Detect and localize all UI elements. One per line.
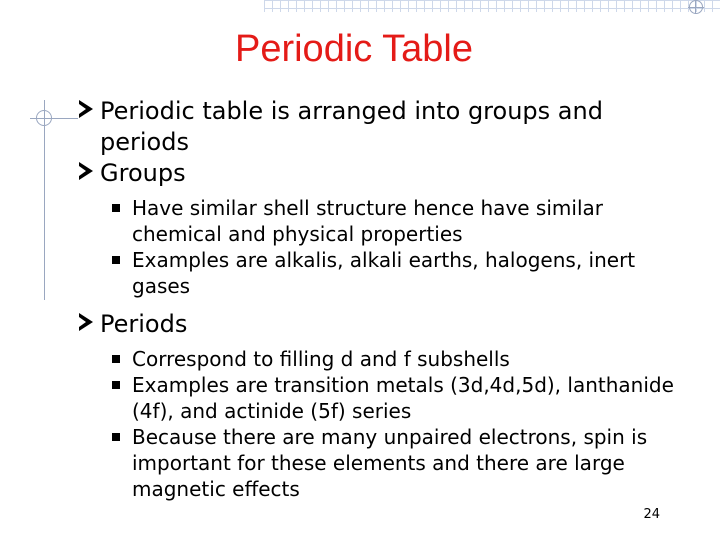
- square-bullet-icon: [112, 355, 120, 363]
- bullet-text: Groups: [100, 159, 186, 187]
- bullet-list: [76, 96, 676, 512]
- sub-bullet-text: Examples are transition metals (3d,4d,5d), lanthanide (4f), and actinide (5f) series: [132, 373, 674, 423]
- bullet-item: [76, 158, 676, 189]
- sub-bullet-item: [76, 247, 676, 299]
- arrow-bullet-icon: [76, 96, 98, 128]
- sub-bullet-text: Examples are alkalis, alkali earths, halogens, inert gases: [132, 248, 636, 298]
- sub-bullet-list: [76, 195, 676, 299]
- sub-bullet-item: [76, 195, 676, 247]
- page-number: 24: [643, 507, 660, 522]
- slide-title: Periodic Table: [234, 28, 473, 70]
- sub-bullet-text: Correspond to filling d and f subshells: [132, 347, 510, 371]
- square-bullet-icon: [112, 204, 120, 212]
- square-bullet-icon: [112, 433, 120, 441]
- bullet-text: Periods: [100, 310, 188, 338]
- sub-bullet-text: Have similar shell structure hence have similar chemical and physical properties: [132, 196, 603, 246]
- decorative-circle: [36, 110, 52, 126]
- sub-bullet-text: Because there are many unpaired electrons, spin is important for these elements and there are large magnetic effects: [132, 425, 648, 501]
- arrow-bullet-icon: [76, 309, 98, 341]
- bullet-text: Periodic table is arranged into groups and periods: [100, 97, 603, 156]
- square-bullet-icon: [112, 381, 120, 389]
- sub-bullet-item: [76, 424, 676, 502]
- sub-bullet-item: [76, 372, 676, 424]
- decorative-grid: [264, 0, 720, 12]
- sub-bullet-list: [76, 346, 676, 502]
- sub-bullet-item: [76, 346, 676, 372]
- decorative-corner-circle: [689, 0, 703, 14]
- arrow-bullet-icon: [76, 158, 98, 190]
- bullet-item: [76, 309, 676, 340]
- square-bullet-icon: [112, 256, 120, 264]
- decorative-vertical-line: [44, 100, 45, 300]
- bullet-item: [76, 96, 676, 158]
